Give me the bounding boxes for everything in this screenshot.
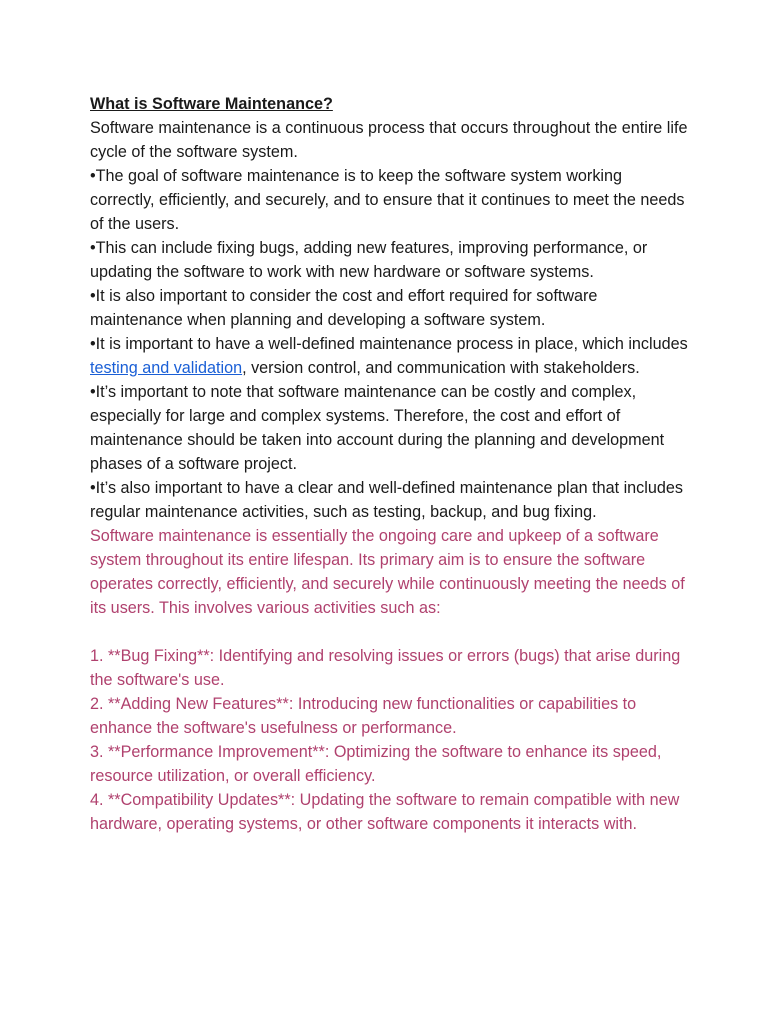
intro-paragraph: Software maintenance is a continuous process that occurs throughout the entire life cycle of the software system. [90,119,688,161]
bullet-process-after: , version control, and communication with stakeholders. [242,359,640,377]
summary-paragraph: Software maintenance is essentially the ongoing care and upkeep of a software system throughout its entire lifespan. Its primary aim is to ensure the software operates correctly, efficiently, and securely while continuously meeting the needs of its users. This involves various activities such as: [90,527,685,617]
list-item-new-features: 2. **Adding New Features**: Introducing new functionalities or capabilities to enhance the software's usefulness or performance. [90,695,637,737]
bullet-goal: •The goal of software maintenance is to keep the software system working correctly, efficiently, and securely, and to ensure that it continues to meet the needs of the users. [90,167,685,233]
list-item-bug-fixing: 1. **Bug Fixing**: Identifying and resolving issues or errors (bugs) that arise during the software's use. [90,647,681,689]
list-item-performance: 3. **Performance Improvement**: Optimizing the software to enhance its speed, resource utilization, or overall efficiency. [90,743,662,785]
testing-validation-link[interactable]: testing and validation [90,359,243,377]
document-page [90,92,690,836]
bullet-cost: •It is also important to consider the cost and effort required for software maintenance when planning and developing a software system. [90,287,598,329]
bullet-plan: •It’s also important to have a clear and well-defined maintenance plan that includes regular maintenance activities, such as testing, backup, and bug fixing. [90,479,683,521]
bullet-activities: •This can include fixing bugs, adding new features, improving performance, or updating the software to work with new hardware or software systems. [90,239,648,281]
spacer [90,620,690,644]
document-title: What is Software Maintenance? [90,95,333,113]
bullet-process-before: •It is important to have a well-defined maintenance process in place, which includes [90,335,688,353]
bullet-process [90,332,690,380]
list-item-compatibility: 4. **Compatibility Updates**: Updating the software to remain compatible with new hardware, operating systems, or other software components it interacts with. [90,791,680,833]
bullet-costly: •It’s important to note that software maintenance can be costly and complex, especially for large and complex systems. Therefore, the cost and effort of maintenance should be taken into account during the planning and development phases of a software project. [90,383,665,473]
